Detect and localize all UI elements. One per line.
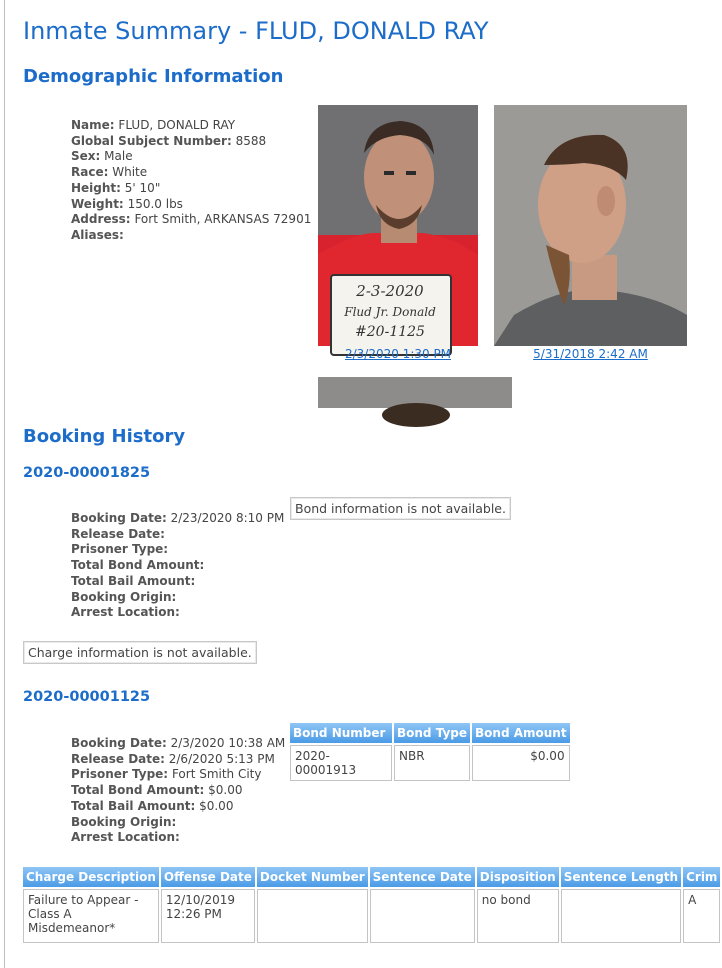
- booking-number-1: 2020-00001825: [23, 465, 151, 481]
- mugshot-profile-date-link[interactable]: 5/31/2018 2:42 AM: [533, 347, 648, 361]
- detail-label: Booking Origin:: [71, 589, 177, 604]
- detail-value: 2/23/2020 8:10 PM: [170, 511, 285, 525]
- booking-detail-row: [71, 590, 284, 606]
- detail-label: Booking Origin:: [71, 814, 177, 829]
- booking-detail-row: [71, 752, 285, 768]
- mugshot-front-photo[interactable]: [318, 105, 478, 346]
- detail-label: Release Date:: [71, 751, 165, 766]
- detail-label: Release Date:: [71, 526, 165, 541]
- detail-label: Arrest Location:: [71, 830, 180, 845]
- detail-label: Arrest Location:: [71, 605, 180, 620]
- bond-notice: Bond information is not available.: [290, 497, 511, 520]
- placard-date: 2-3-2020: [356, 282, 424, 300]
- disposition-header: Disposition: [477, 867, 559, 887]
- offense-date-header: Offense Date: [161, 867, 255, 887]
- detail-row-name: [71, 118, 311, 134]
- detail-label: Booking Date:: [71, 736, 167, 750]
- detail-value: $0.00: [208, 783, 243, 798]
- detail-value: White: [112, 165, 148, 180]
- bond-number-header: Bond Number: [290, 723, 392, 743]
- booking-detail-row: [71, 574, 284, 590]
- page-left-border: [4, 0, 5, 968]
- detail-row-height: [71, 181, 311, 197]
- sentence-date-cell: [370, 889, 475, 943]
- booking-detail-row: [71, 605, 284, 621]
- charge-table: [21, 865, 722, 945]
- mugshot-front-image: [318, 105, 478, 346]
- detail-row-address: [71, 212, 311, 228]
- detail-row-race: [71, 165, 311, 181]
- booking-1-details: [71, 511, 284, 621]
- detail-value: FLUD, DONALD RAY: [118, 118, 236, 132]
- booking-2-details: [71, 736, 285, 846]
- charge-description-header: Charge Description: [23, 867, 159, 887]
- mugshot-third-photo[interactable]: [318, 377, 512, 408]
- bond-number-cell: 2020-00001913: [290, 745, 392, 781]
- detail-value: Fort Smith City: [171, 767, 262, 782]
- booking-number-2: 2020-00001125: [23, 689, 151, 705]
- page-title: Inmate Summary - FLUD, DONALD RAY: [23, 17, 489, 45]
- mugshot-third-image: [318, 377, 512, 408]
- sentence-length-cell: [561, 889, 681, 943]
- charge-table-header-row: [23, 867, 720, 887]
- bond-type-header: Bond Type: [394, 723, 470, 743]
- booking-detail-row: [71, 511, 284, 527]
- demographic-section-title: Demographic Information: [23, 66, 284, 87]
- booking-detail-row: [71, 815, 285, 831]
- detail-label: Total Bail Amount:: [71, 798, 196, 813]
- crime-class-cell: A: [683, 889, 720, 943]
- booking-detail-row: [71, 783, 285, 799]
- detail-label: Booking Date:: [71, 511, 167, 525]
- bond-table: [288, 721, 572, 783]
- detail-label: Address:: [71, 212, 131, 227]
- sentence-date-header: Sentence Date: [370, 867, 475, 887]
- detail-label: Height:: [71, 180, 121, 195]
- bond-table-header-row: [290, 723, 570, 743]
- offense-date-cell: 12/10/2019 12:26 PM: [161, 889, 255, 943]
- booking-detail-row: [71, 558, 284, 574]
- booking-detail-row: [71, 799, 285, 815]
- booking-history-title: Booking History: [23, 426, 186, 447]
- detail-label: Global Subject Number:: [71, 133, 232, 148]
- detail-row-weight: [71, 197, 311, 213]
- detail-value: 5' 10": [124, 180, 161, 195]
- detail-label: Sex:: [71, 149, 101, 164]
- detail-value: 8588: [235, 133, 267, 148]
- detail-label: Weight:: [71, 196, 124, 211]
- bond-type-cell: NBR: [394, 745, 470, 781]
- table-row: [290, 745, 570, 781]
- mugshot-front-date-link[interactable]: 2/3/2020 1:30 PM: [344, 347, 452, 361]
- detail-value: 150.0 lbs: [127, 196, 183, 211]
- bond-amount-cell: $0.00: [472, 745, 570, 781]
- detail-label: Total Bond Amount:: [71, 558, 205, 573]
- sentence-length-header: Sentence Length: [561, 867, 681, 887]
- charge-notice: Charge information is not available.: [23, 641, 257, 664]
- detail-row-global-subject-number: [71, 134, 311, 150]
- detail-label: Prisoner Type:: [71, 542, 169, 557]
- charge-description-cell: Failure to Appear - Class A Misdemeanor*: [23, 889, 159, 943]
- crime-class-header: Crim: [683, 867, 720, 887]
- disposition-cell: no bond: [477, 889, 559, 943]
- booking-detail-row: [71, 767, 285, 783]
- mugshot-profile-photo[interactable]: [494, 105, 687, 346]
- detail-value: 2/6/2020 5:13 PM: [168, 751, 275, 766]
- detail-value: Fort Smith, ARKANSAS 72901: [134, 212, 312, 227]
- detail-label: Total Bond Amount:: [71, 783, 205, 798]
- bond-amount-header: Bond Amount: [472, 723, 570, 743]
- detail-label: Total Bail Amount:: [71, 573, 196, 588]
- booking-detail-row: [71, 527, 284, 543]
- placard-name: Flud Jr. Donald: [344, 305, 436, 319]
- placard-number: #20-1125: [355, 324, 425, 340]
- detail-value: $0.00: [199, 798, 234, 813]
- detail-label: Name:: [71, 118, 115, 132]
- docket-number-header: Docket Number: [257, 867, 368, 887]
- booking-detail-row: [71, 736, 285, 752]
- detail-label: Prisoner Type:: [71, 767, 169, 782]
- booking-detail-row: [71, 830, 285, 846]
- mugshot-profile-image: [494, 105, 687, 346]
- detail-row-aliases: [71, 228, 311, 244]
- charge-table-viewport: [21, 865, 718, 955]
- detail-label: Aliases:: [71, 227, 124, 242]
- detail-value: Male: [104, 149, 133, 164]
- demographic-details: [71, 118, 311, 244]
- booking-detail-row: [71, 542, 284, 558]
- table-row: [23, 889, 720, 943]
- docket-number-cell: [257, 889, 368, 943]
- detail-value: 2/3/2020 10:38 AM: [170, 736, 286, 750]
- detail-row-sex: [71, 149, 311, 165]
- detail-label: Race:: [71, 165, 109, 180]
